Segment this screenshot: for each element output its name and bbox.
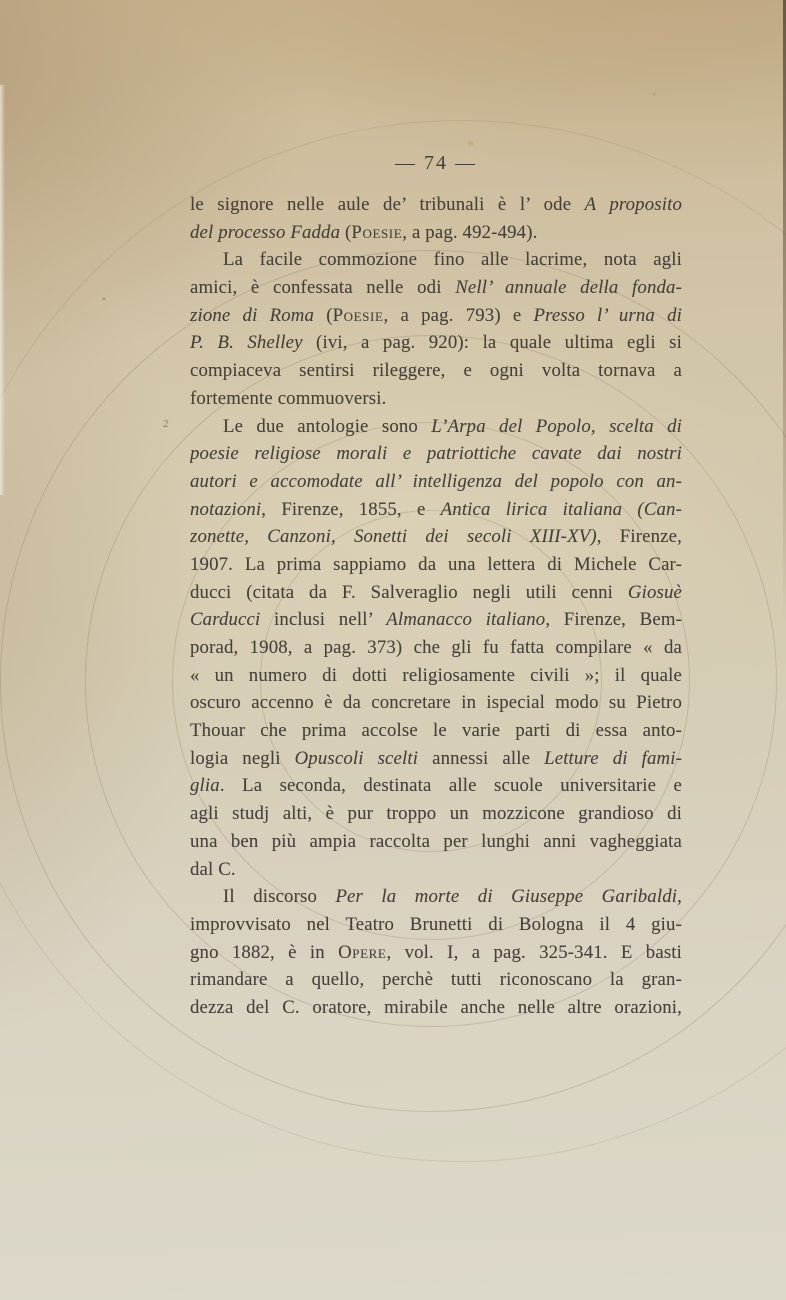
margin-mark: 2 (163, 418, 169, 430)
text-line: P. B. Shelley (ivi, a pag. 920): la quale ultima egli si (190, 332, 682, 354)
text-line: logia negli Opuscoli scelti annessi alle Letture di fami- (190, 747, 682, 769)
scan-edge-left (0, 85, 5, 495)
text-line: notazioni, Firenze, 1855, e Antica lirica italiana (Can- (190, 498, 682, 520)
text-line: dal C. (190, 858, 236, 880)
text-line: dezza del C. oratore, mirabile anche nelle altre orazioni, (190, 996, 682, 1018)
text-line: glia. La seconda, destinata alle scuole universitarie e (190, 775, 682, 797)
text-line: agli studj alti, è pur troppo un mozzicone grandioso di (190, 803, 682, 825)
text-line: ducci (citata da F. Salveraglio negli utili cenni Giosuè (190, 581, 682, 603)
text-line: una ben più ampia raccolta per lunghi anni vagheggiata (190, 830, 682, 852)
page-text (190, 191, 682, 1022)
text-line: La facile commozione fino alle lacrime, nota agli (223, 249, 682, 271)
text-line: compiaceva sentirsi rileggere, e ogni volta tornava a (190, 360, 682, 382)
text-line: « un numero di dotti religiosamente civili »; il quale (190, 664, 682, 686)
text-line: Le due antologie sono L’Arpa del Popolo, scelta di (223, 415, 682, 437)
text-line: fortemente commuoversi. (190, 387, 387, 409)
text-line: autori e accomodate all’ intelligenza del popolo con an- (190, 470, 682, 492)
text-line: poesie religiose morali e patriottiche cavate dai nostri (190, 443, 682, 465)
text-line: Carducci inclusi nell’ Almanacco italiano, Firenze, Bem- (190, 609, 682, 631)
page-number: — 74 — (395, 152, 477, 174)
text-line: improvvisato nel Teatro Brunetti di Bologna il 4 giu- (190, 913, 682, 935)
paper-speckle (102, 297, 106, 301)
paper-stain (466, 140, 475, 147)
paper-speckle (652, 92, 657, 96)
text-line: del processo Fadda (Poesie, a pag. 492-494). (190, 221, 538, 243)
text-line: le signore nelle aule de’ tribunali è l’ ode A proposito (190, 194, 682, 215)
text-line: zonette, Canzoni, Sonetti dei secoli XIII-XV), Firenze, (190, 526, 682, 548)
text-line: rimandare a quello, perchè tutti riconoscano la gran- (190, 969, 682, 991)
text-line: Il discorso Per la morte di Giuseppe Garibaldi, (223, 886, 682, 908)
text-line: 1907. La prima sappiamo da una lettera di Michele Car- (190, 553, 682, 575)
text-line: gno 1882, è in Opere, vol. I, a pag. 325-341. E basti (190, 941, 682, 963)
text-line: oscuro accenno è da concretare in ispecial modo su Pietro (190, 692, 682, 714)
text-line: zione di Roma (Poesie, a pag. 793) e Presso l’ urna di (190, 304, 682, 326)
text-line: Thouar che prima accolse le varie parti di essa anto- (190, 720, 682, 742)
text-line: porad, 1908, a pag. 373) che gli fu fatta compilare « da (190, 637, 682, 658)
text-line: amici, è confessata nelle odi Nell’ annuale della fonda- (190, 277, 682, 299)
